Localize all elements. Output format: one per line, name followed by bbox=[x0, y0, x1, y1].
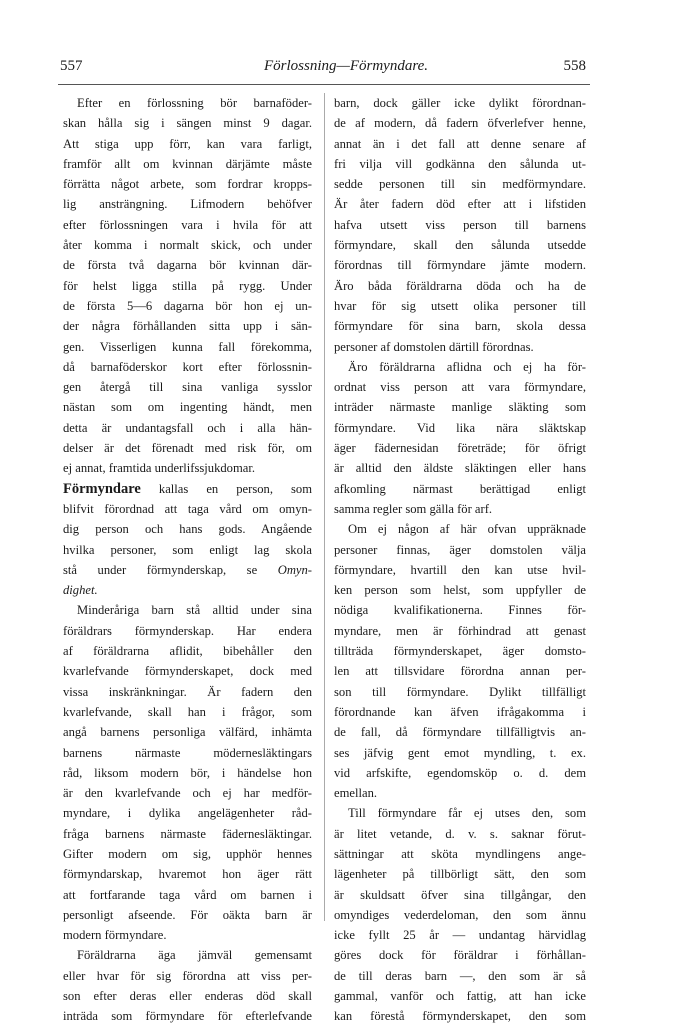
text-line bbox=[334, 580, 586, 600]
line-text: Till förmyndare får ej utses den, som bbox=[348, 806, 586, 821]
text-line bbox=[63, 824, 312, 844]
text-line bbox=[63, 499, 312, 519]
line-text: dig person och hans gods. Angående bbox=[63, 522, 312, 537]
text-line bbox=[334, 803, 586, 823]
text-line bbox=[63, 621, 312, 641]
line-text: förordnande kan äfven ifrågakomma i bbox=[334, 704, 586, 719]
headword: Förmyndare bbox=[63, 480, 141, 497]
text-line bbox=[63, 945, 312, 965]
line-text: emellan. bbox=[334, 786, 378, 801]
line-text: kvarlefvande förmynderskapet, dock med bbox=[63, 664, 312, 679]
line-text: fråga barnens närmaste fädernesläktingar. bbox=[63, 826, 312, 841]
line-text: förmyndare. Vid lika nära släktskap bbox=[334, 420, 586, 435]
line-text: angå barnens personliga välfärd, inhämta bbox=[63, 725, 312, 740]
line-text: personligt afseende. För oäkta barn är bbox=[63, 907, 312, 922]
italic-reference: Omyn- bbox=[277, 562, 312, 577]
text-line bbox=[334, 763, 586, 783]
text-line bbox=[63, 925, 312, 945]
text-line bbox=[63, 235, 312, 255]
text-line bbox=[63, 134, 312, 154]
text-line bbox=[334, 438, 586, 458]
text-line bbox=[63, 661, 312, 681]
line-text: kallas en person, som bbox=[140, 481, 312, 496]
line-text: stå under förmynderskap, se bbox=[63, 562, 278, 577]
text-line bbox=[334, 945, 586, 965]
line-text: de första 5—6 dagarna bör hon ej un- bbox=[63, 298, 312, 313]
line-text: Är åter fadern död efter att i lifstiden bbox=[334, 197, 586, 212]
line-text: de första två dagarna bör kvinnan där- bbox=[63, 258, 312, 273]
page-number-right: 558 bbox=[563, 58, 586, 74]
text-line bbox=[334, 479, 586, 499]
text-line bbox=[334, 1006, 586, 1026]
line-text: efter förlossningen vara i hvila för att bbox=[63, 217, 312, 232]
text-line bbox=[63, 641, 312, 661]
line-text: kvarlefvande, skall han i frågor, som bbox=[63, 704, 312, 719]
line-text: omyndiges vederdeloman, den som ännu bbox=[334, 907, 586, 922]
text-line bbox=[63, 763, 312, 783]
text-line bbox=[334, 418, 586, 438]
text-line bbox=[63, 93, 312, 113]
text-line bbox=[334, 357, 586, 377]
line-text: ses jäfvig gent emot myndling, t. ex. bbox=[334, 745, 586, 760]
text-line bbox=[334, 316, 586, 336]
line-text: nödiga kvalifikationerna. Finnes för- bbox=[334, 603, 586, 618]
text-line bbox=[63, 519, 312, 539]
line-text: icke fyllt 25 år — undantag härvidlag bbox=[334, 928, 586, 943]
line-text: Efter en förlossning bör barnaföder- bbox=[77, 96, 312, 110]
line-text: gammal, vanför och fattig, att han icke bbox=[334, 989, 586, 1004]
text-line bbox=[63, 337, 312, 357]
line-text: lig ansträngning. Lifmodern behöfver bbox=[63, 197, 312, 212]
text-line bbox=[63, 682, 312, 702]
text-line bbox=[334, 783, 586, 803]
text-line bbox=[334, 600, 586, 620]
line-text: myndare, i dylika angelägenheter råd- bbox=[63, 806, 312, 821]
line-text: Minderåriga barn stå alltid under sina bbox=[77, 603, 312, 618]
line-text: är den kvarlefvande och ej har medför- bbox=[63, 786, 312, 801]
line-text: då barnaföderskor kort efter förlossnin- bbox=[63, 359, 312, 374]
line-text: myndare, men är förhindrad att genast bbox=[334, 623, 586, 638]
line-text: personer finnas, äger domstolen välja bbox=[334, 542, 586, 557]
text-line bbox=[63, 966, 312, 986]
line-text: inträda som förmyndare för efterlefvande bbox=[63, 1009, 312, 1024]
text-line bbox=[63, 215, 312, 235]
line-text: de fall, då förmyndare tillfälligtvis an- bbox=[334, 725, 586, 740]
text-line bbox=[334, 255, 586, 275]
line-text: inträder närmaste manlige släkting som bbox=[334, 400, 586, 415]
line-text: är litet vetande, d. v. s. saknar förut- bbox=[334, 826, 586, 841]
line-text: gen återgå till sina vanliga sysslor bbox=[63, 380, 312, 395]
page-number-left: 557 bbox=[60, 58, 83, 74]
text-line bbox=[63, 803, 312, 823]
line-text: detta är undantagsfall och i alla hän- bbox=[63, 420, 312, 435]
text-line bbox=[334, 682, 586, 702]
text-line bbox=[334, 824, 586, 844]
text-line bbox=[334, 560, 586, 580]
line-text: Gifter modern om sig, upphör hennes bbox=[63, 846, 312, 861]
line-text: personer af domstolen därtill förordnas. bbox=[334, 339, 534, 354]
line-text: förmyndare för sina barn, skola dessa bbox=[334, 319, 586, 334]
text-line bbox=[63, 357, 312, 377]
line-text: sättningar att sköta myndlingens ange- bbox=[334, 846, 586, 861]
text-line bbox=[334, 174, 586, 194]
text-line bbox=[63, 418, 312, 438]
text-line bbox=[334, 702, 586, 722]
line-text: lägenheter på tillbörligt sätt, den som bbox=[334, 867, 586, 882]
line-text: eller hvar för sig förordna att viss per- bbox=[63, 968, 312, 983]
line-text: blifvit förordnad att taga vård om omyn- bbox=[63, 501, 312, 516]
line-text: göres dock för föräldrar i förhållan- bbox=[334, 948, 586, 963]
text-line bbox=[334, 499, 586, 519]
text-line bbox=[334, 966, 586, 986]
text-line bbox=[334, 134, 586, 154]
line-text: barnens närmaste mödernesläktingars bbox=[63, 745, 312, 760]
left-column bbox=[63, 93, 312, 1027]
text-line bbox=[63, 377, 312, 397]
line-text: äger fädernesidan företräde; för öfrigt bbox=[334, 441, 586, 456]
text-line bbox=[63, 600, 312, 620]
text-line bbox=[334, 93, 586, 113]
line-text: delser är det förenadt med risk för, om bbox=[63, 441, 312, 456]
text-line bbox=[63, 743, 312, 763]
text-line bbox=[334, 215, 586, 235]
text-line bbox=[63, 113, 312, 133]
line-text: vissa inskränkningar. Är fadern den bbox=[63, 684, 312, 699]
text-line bbox=[63, 783, 312, 803]
text-line bbox=[63, 479, 312, 499]
line-text: ordnat viss person att vara förmyndare, bbox=[334, 380, 586, 395]
line-text: tillträda förmynderskapet, äger domsto- bbox=[334, 644, 586, 659]
line-text: förmyndarskap, hvaremot hon äger rätt bbox=[63, 867, 312, 882]
text-line bbox=[334, 621, 586, 641]
text-line bbox=[334, 540, 586, 560]
text-line bbox=[334, 276, 586, 296]
line-text: son efter deras eller enderas död skall bbox=[63, 989, 312, 1004]
text-line bbox=[334, 986, 586, 1006]
line-text: att fortfarande taga vård om barnen i bbox=[63, 887, 312, 902]
line-text: är alltid den äldste släktingen eller hans bbox=[334, 461, 586, 476]
line-text: Om ej någon af här ofvan uppräknade bbox=[348, 522, 586, 537]
text-line bbox=[334, 925, 586, 945]
text-line bbox=[334, 722, 586, 742]
line-text: förmyndare, hvartill den kan utse hvil- bbox=[334, 562, 586, 577]
text-line bbox=[334, 194, 586, 214]
line-text: förordnas till förmyndare jämte modern. bbox=[334, 258, 586, 273]
line-text: hafva utsett viss person till barnens bbox=[334, 217, 586, 232]
text-line bbox=[63, 154, 312, 174]
line-text: barn, dock gäller icke dylikt förordnan- bbox=[334, 96, 586, 110]
line-text: sedde personen till sin medförmyndare. bbox=[334, 177, 586, 192]
italic-reference: dighet. bbox=[63, 583, 98, 598]
text-line bbox=[63, 986, 312, 1006]
line-text: len att tillsvidare förordna annan per- bbox=[334, 664, 586, 679]
text-line bbox=[63, 438, 312, 458]
text-line bbox=[334, 296, 586, 316]
line-text: för helst ligga stilla på rygg. Under bbox=[63, 278, 312, 293]
text-line bbox=[334, 905, 586, 925]
text-line bbox=[63, 316, 312, 336]
line-text: vid arfskifte, egendomsköp o. d. dem bbox=[334, 765, 586, 780]
text-line bbox=[63, 194, 312, 214]
text-line bbox=[63, 540, 312, 560]
text-line bbox=[63, 885, 312, 905]
line-text: kan förestå förmynderskapet, den som bbox=[334, 1009, 586, 1024]
text-line bbox=[63, 276, 312, 296]
line-text: hvilka personer, som enligt lag skola bbox=[63, 542, 312, 557]
line-text: är skuldsatt öfver sina tillgångar, den bbox=[334, 887, 586, 902]
text-line bbox=[63, 905, 312, 925]
text-line bbox=[63, 844, 312, 864]
text-line bbox=[63, 397, 312, 417]
text-line bbox=[334, 661, 586, 681]
column-divider bbox=[324, 93, 325, 921]
text-line bbox=[334, 154, 586, 174]
text-line bbox=[63, 458, 312, 478]
line-text: Föräldrarna äga jämväl gemensamt bbox=[77, 948, 312, 963]
text-line bbox=[334, 113, 586, 133]
line-text: af föräldrarna aflidit, bibehåller den bbox=[63, 644, 312, 659]
text-line bbox=[334, 641, 586, 661]
line-text: råd, liksom modern bör, i händelse hon bbox=[63, 765, 312, 780]
text-line bbox=[334, 519, 586, 539]
line-text: Äro föräldrarna aflidna och ej ha för- bbox=[348, 359, 586, 374]
text-line bbox=[63, 560, 312, 580]
text-line bbox=[63, 174, 312, 194]
line-text: annat än i det fall att denne senare af bbox=[334, 136, 586, 151]
text-line bbox=[63, 702, 312, 722]
line-text: hvar för sig utsett olika personer till bbox=[334, 298, 586, 313]
line-text: förmyndare, skall den sålunda utsedde bbox=[334, 238, 586, 253]
line-text: framför allt om kvinnan därjämte måste bbox=[63, 156, 312, 171]
text-line bbox=[63, 1006, 312, 1026]
line-text: gen. Visserligen kunna fall förekomma, bbox=[63, 339, 312, 354]
line-text: de af modern, då fadern öfverlefver henne, bbox=[334, 116, 586, 131]
text-line bbox=[63, 864, 312, 884]
running-header bbox=[0, 58, 692, 80]
line-text: fri vilja vill godkänna den sålunda ut- bbox=[334, 156, 586, 171]
text-line bbox=[63, 296, 312, 316]
line-text: Att stiga upp förr, kan vara farligt, bbox=[63, 136, 312, 151]
line-text: nästan som om ingenting händt, men bbox=[63, 400, 312, 415]
line-text: modern förmyndare. bbox=[63, 928, 167, 943]
line-text: afkomling närmast berättigad enligt bbox=[334, 481, 586, 496]
line-text: föräldrars förmynderskap. Har endera bbox=[63, 623, 312, 638]
text-line bbox=[334, 377, 586, 397]
text-line bbox=[334, 844, 586, 864]
text-line bbox=[334, 743, 586, 763]
line-text: samma regler som gälla för arf. bbox=[334, 501, 493, 516]
line-text: son till förmyndare. Dylikt tillfälligt bbox=[334, 684, 586, 699]
line-text: ej annat, framtida underlifssjukdomar. bbox=[63, 461, 255, 476]
line-text: de till deras barn —, den som är så bbox=[334, 968, 586, 983]
line-text: Äro båda föräldrarna döda och ha de bbox=[334, 278, 586, 293]
text-line bbox=[63, 580, 312, 600]
header-rule bbox=[58, 84, 590, 85]
line-text: skan hålla sig i sängen minst 9 dagar. bbox=[63, 116, 312, 131]
text-line bbox=[334, 397, 586, 417]
text-line bbox=[63, 255, 312, 275]
text-line bbox=[334, 864, 586, 884]
right-column bbox=[334, 93, 586, 1027]
line-text: ken person som helst, som uppfyller de bbox=[334, 583, 586, 598]
text-line bbox=[334, 458, 586, 478]
text-line bbox=[63, 722, 312, 742]
text-line bbox=[334, 885, 586, 905]
line-text: der några förhållanden sitta upp i sän- bbox=[63, 319, 312, 334]
text-line bbox=[334, 337, 586, 357]
line-text: åter komma i normalt skick, och under bbox=[63, 238, 312, 253]
text-line bbox=[334, 235, 586, 255]
running-title: Förlossning—Förmyndare. bbox=[263, 58, 429, 74]
line-text: förrätta något arbete, som fordrar kropps- bbox=[63, 177, 312, 192]
